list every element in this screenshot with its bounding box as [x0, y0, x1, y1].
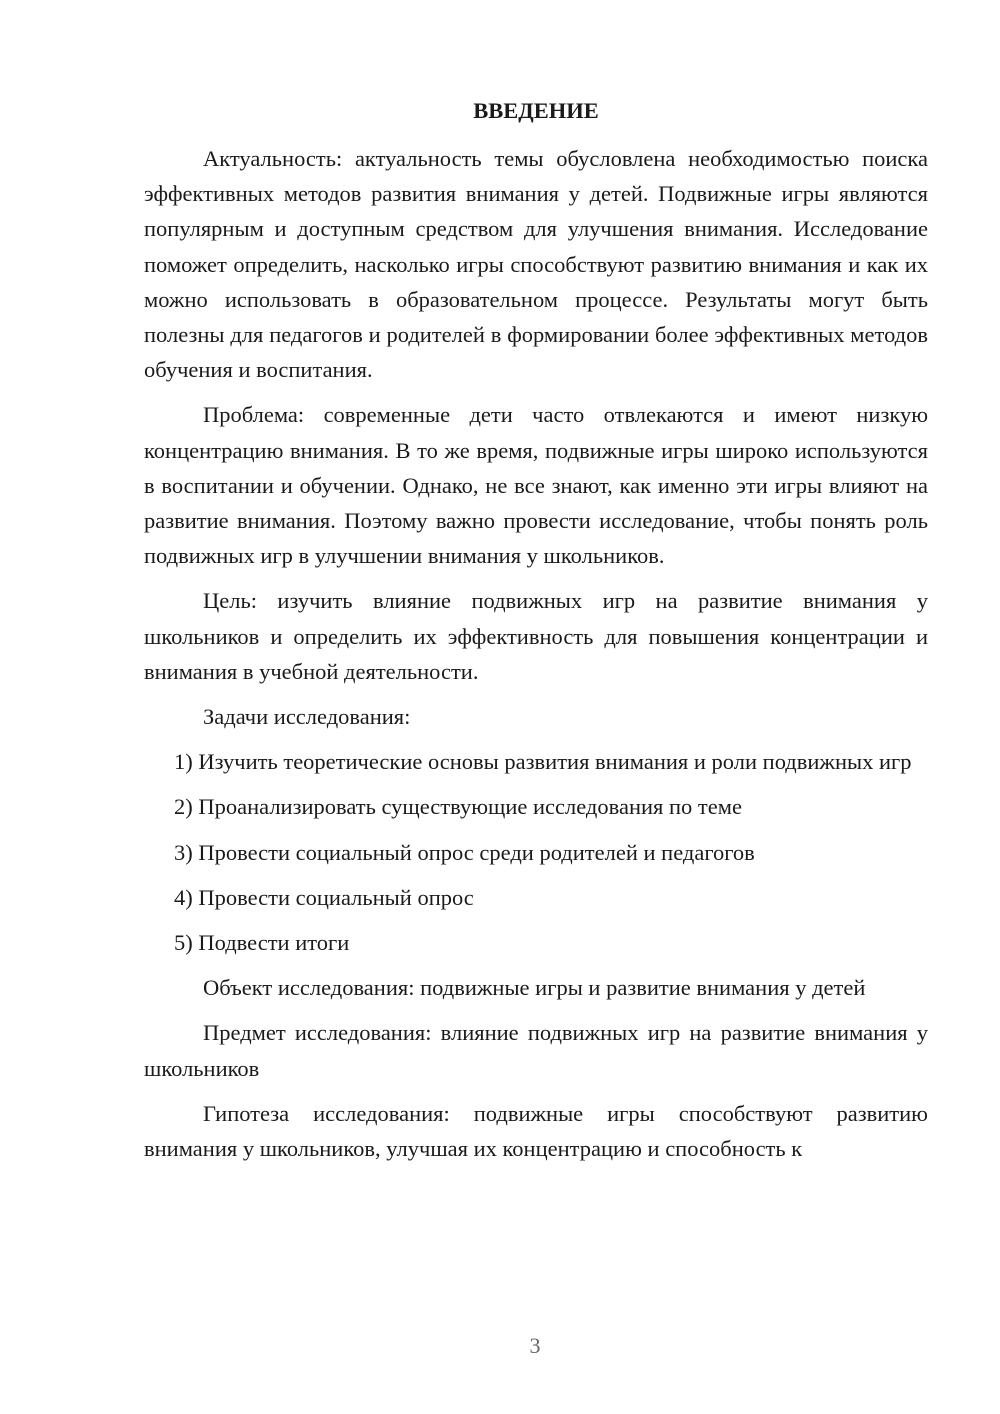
task-item-4: 4) Провести социальный опрос	[174, 884, 474, 910]
task-item-2: 2) Проанализировать существующие исследования по теме	[174, 794, 742, 820]
page-content	[144, 93, 928, 1176]
task-item-3: 3) Провести социальный опрос среди родителей и педагогов	[174, 839, 755, 865]
page-number: 3	[529, 1333, 541, 1358]
problem-paragraph: Проблема: современные дети часто отвлекаются и имеют низкую концентрацию внимания. В то же время, подвижные игры широко используются в воспитании и обучении. Однако, не все знают, как именно эти игры влияют на развитие внимания. Поэтому важно провести исследование, чтобы понять роль подвижных игр в улучшении внимания у школьников.	[144, 402, 928, 569]
tasks-heading: Задачи исследования:	[203, 704, 411, 730]
object-paragraph: Объект исследования: подвижные игры и развитие внимания у детей	[203, 975, 866, 1001]
subject-paragraph: Предмет исследования: влияние подвижных игр на развитие внимания у школьников	[144, 1020, 928, 1081]
relevance-paragraph: Актуальность: актуальность темы обусловлена необходимостью поиска эффективных методов развития внимания у детей. Подвижные игры являются популярным и доступным средством для улучшения внимания. Исследование поможет определить, насколько игры способствуют развитию внимания и как их можно использовать в образовательном процессе. Результаты могут быть полезны для педагогов и родителей в формировании более эффективных методов обучения и воспитания.	[144, 146, 928, 383]
page-title: ВВЕДЕНИЕ	[473, 98, 599, 123]
task-item-5: 5) Подвести итоги	[174, 930, 350, 956]
hypothesis-paragraph: Гипотеза исследования: подвижные игры способствуют развитию внимания у школьников, улучшая их концентрацию и способность к	[144, 1100, 928, 1162]
goal-paragraph: Цель: изучить влияние подвижных игр на развитие внимания у школьников и определить их эффективность для повышения концентрации и внимания в учебной деятельности.	[144, 588, 928, 684]
task-item-1: 1) Изучить теоретические основы развития внимания и роли подвижных игр	[174, 749, 912, 775]
